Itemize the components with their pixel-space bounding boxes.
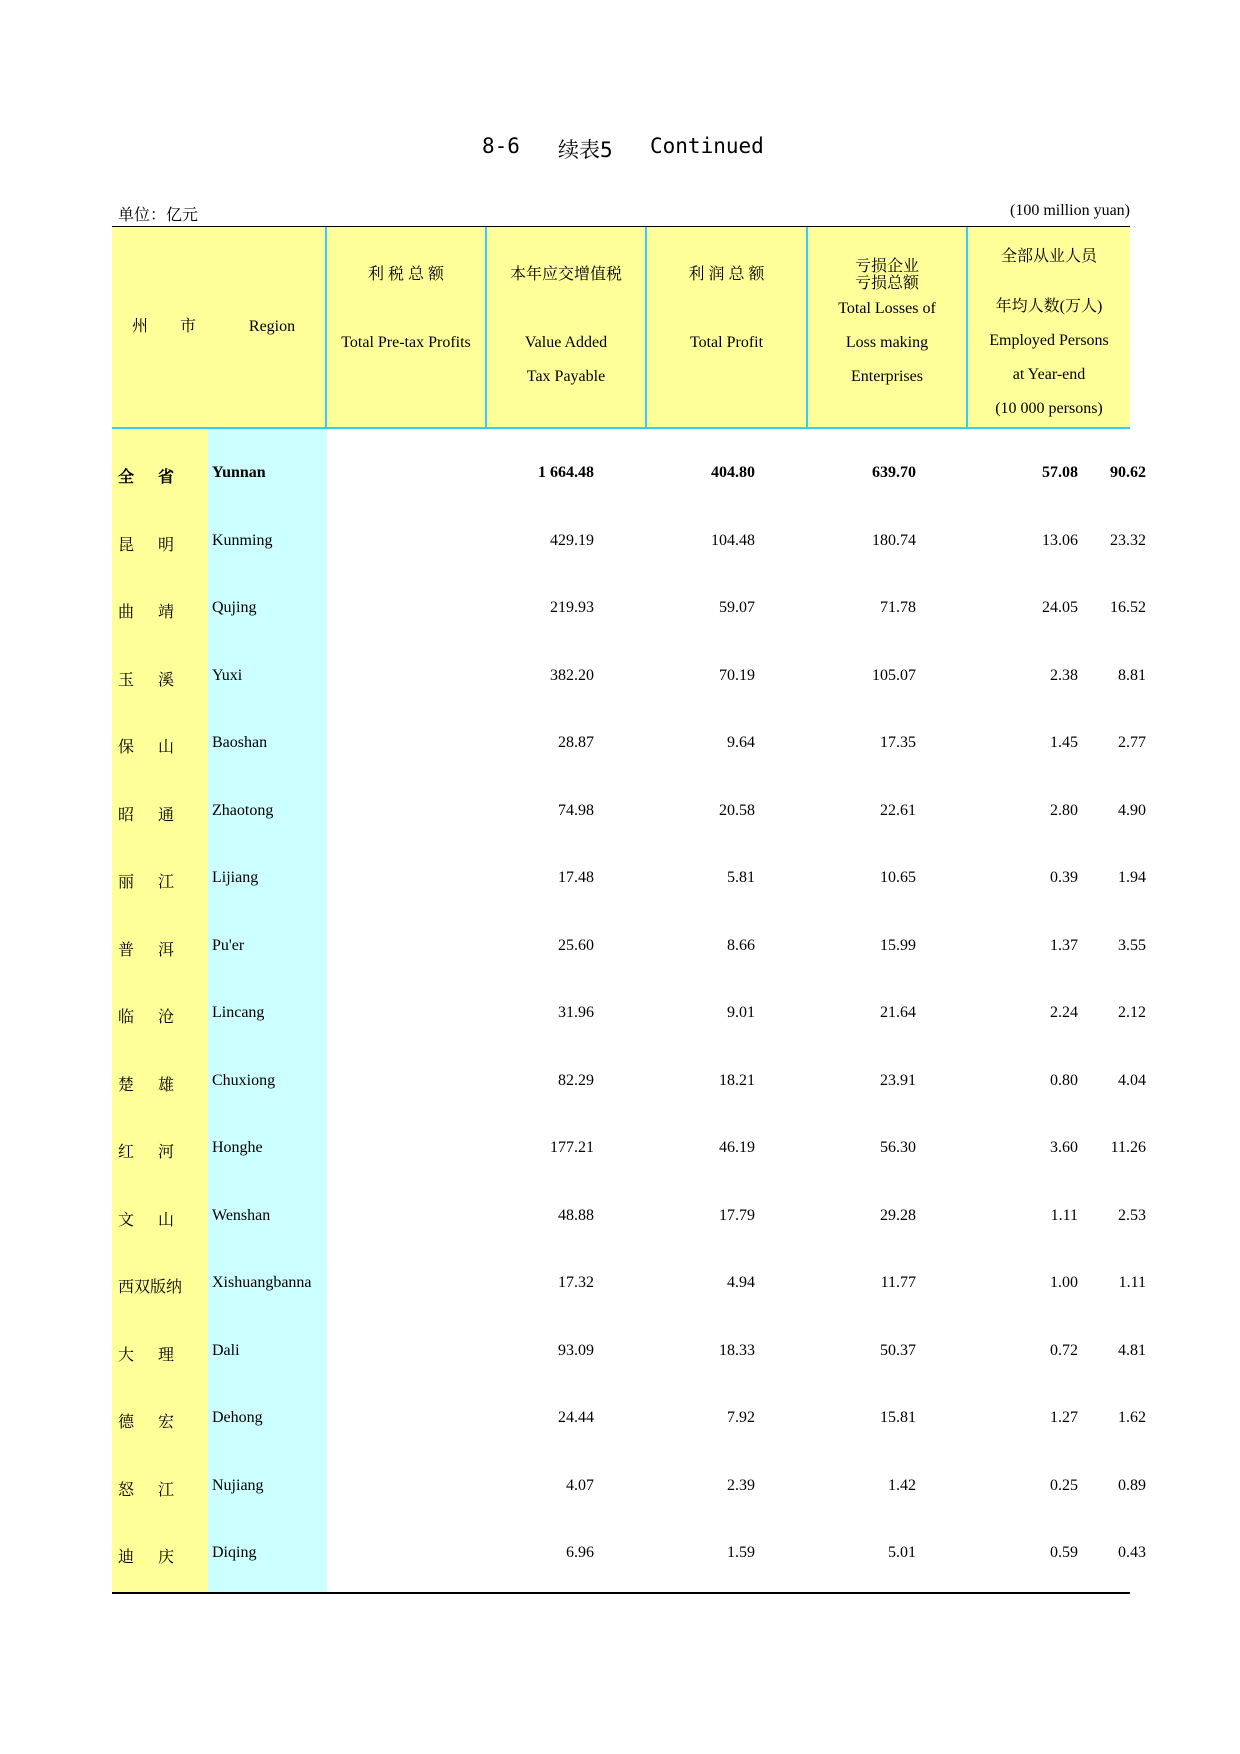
total-pretax-profits-value: 4.07 [566,1476,594,1494]
employed-persons-value: 4.04 [1118,1071,1146,1089]
region-en-name: Yunnan [212,464,266,481]
region-en-name: Qujing [212,599,257,616]
total-pretax-profits-value: 17.48 [558,869,594,886]
region-cn-char: 通 [158,806,175,824]
region-cn-char: 山 [158,1211,175,1229]
table-row [112,1115,1146,1183]
table-row [112,1250,1146,1318]
total-profit-value: 21.64 [880,1004,916,1021]
region-cn-char: 江 [158,874,175,891]
vat-payable-value: 20.58 [719,801,755,819]
total-losses-value: 2.38 [1050,666,1078,684]
region-cn-char: 理 [158,1346,175,1364]
total-losses-value: 0.80 [1050,1071,1078,1089]
region-cn-char: 溪 [158,671,175,689]
total-profit-value: 639.70 [872,464,916,481]
employed-persons-value: 2.12 [1118,1004,1146,1021]
unit-cn: 单位：亿元 [118,207,199,224]
vat-payable-value: 9.01 [727,1004,755,1021]
vat-payable-value: 18.21 [719,1071,755,1089]
region-cn-char: 迪 [118,1549,135,1566]
region-en-name: Chuxiong [212,1071,276,1089]
employed-persons-value: 90.62 [1110,464,1146,481]
total-profit-value: 71.78 [880,599,916,616]
total-losses-value: 1.11 [1050,1206,1078,1224]
total-pretax-profits-value: 219.93 [550,599,594,616]
region-en-name: Lijiang [212,869,259,886]
region-cn-char: 宏 [158,1414,175,1431]
vat-payable-value: 5.81 [727,869,755,886]
table-row [112,980,1146,1048]
employed-persons-value: 4.81 [1118,1341,1146,1359]
total-pretax-profits-value: 17.32 [558,1274,594,1291]
total-losses-value: 3.60 [1050,1139,1078,1156]
total-profit-value: 17.35 [880,734,916,751]
total-losses-value: 13.06 [1042,531,1078,549]
total-losses-value: 1.45 [1050,734,1078,751]
region-cn-char: 普 [118,941,135,959]
region-en-name: Kunming [212,531,273,549]
employed-persons-value: 11.26 [1110,1139,1146,1156]
total-pretax-profits-value: 24.44 [558,1409,594,1426]
total-losses-value: 24.05 [1042,599,1078,616]
region-cn-char: 省 [158,469,175,486]
total-losses-value: 1.00 [1050,1274,1078,1291]
region-cn-char: 怒 [118,1481,135,1499]
region-cn-char: 洱 [158,941,175,959]
total-profit-value: 15.81 [880,1409,916,1426]
table-row [112,1385,1146,1453]
total-pretax-profits-value: 382.20 [550,666,594,684]
header-total-losses: 亏损企业 亏损总额 Total Losses of Loss making Enterprises [838,258,936,385]
employed-persons-value: 1.11 [1118,1274,1146,1291]
region-cn-char: 丽 [118,874,135,891]
vat-payable-value: 8.66 [727,936,755,954]
region-en-name: Honghe [212,1139,263,1156]
region-cn-char: 雄 [158,1076,175,1094]
vat-payable-value: 9.64 [727,734,755,751]
employed-persons-value: 8.81 [1118,666,1146,684]
region-cn-char: 庆 [158,1549,175,1566]
vat-payable-value: 404.80 [711,464,755,481]
header-total-profit: 利 润 总 额 Total Profit [688,266,765,351]
total-pretax-profits-value: 82.29 [558,1071,594,1089]
vat-payable-value: 59.07 [719,599,755,616]
region-cn-char: 楚 [118,1076,135,1094]
region-cn-char: 玉 [118,671,135,689]
region-en-name: Nujiang [212,1476,264,1494]
table-row [112,575,1146,643]
employed-persons-value: 4.90 [1118,801,1146,819]
total-pretax-profits-value: 28.87 [558,734,594,751]
unit-en: (100 million yuan) [1010,202,1130,219]
total-losses-value: 1.37 [1050,936,1078,954]
vat-payable-value: 46.19 [719,1139,755,1156]
total-profit-value: 180.74 [872,531,916,549]
header-region-cn: 州 市 [132,318,197,335]
table-row [112,643,1146,711]
employed-persons-value: 0.89 [1118,1476,1146,1494]
region-cn-char: 曲 [118,604,135,621]
total-pretax-profits-value: 48.88 [558,1206,594,1224]
total-profit-value: 22.61 [880,801,916,819]
total-profit-value: 11.77 [880,1274,916,1291]
total-losses-value: 57.08 [1042,464,1078,481]
region-en-name: Diqing [212,1544,257,1561]
header-vat-payable: 本年应交增值税 Value Added Tax Payable [509,266,622,385]
region-en-name: Baoshan [212,734,268,751]
region-cn-char: 文 [118,1211,135,1229]
table-row [112,710,1146,778]
total-profit-value: 105.07 [872,666,916,684]
region-cn-char: 临 [118,1009,135,1026]
table-row [112,1520,1146,1588]
employed-persons-value: 2.53 [1118,1206,1146,1224]
total-pretax-profits-value: 1 664.48 [538,464,594,481]
total-pretax-profits-value: 25.60 [558,936,594,954]
region-cn-char: 德 [118,1414,135,1431]
total-profit-value: 1.42 [888,1476,916,1494]
region-en-name: Pu'er [212,936,245,954]
total-pretax-profits-value: 177.21 [550,1139,594,1156]
region-cn-char: 红 [118,1144,135,1161]
region-cn-char: 明 [158,536,175,554]
table-row [112,1453,1146,1521]
region-en-name: Yuxi [212,666,243,684]
table-row [112,778,1146,846]
region-en-name: Wenshan [212,1206,271,1224]
vat-payable-value: 70.19 [719,666,755,684]
title-cn: 续表5 [558,138,613,162]
vat-payable-value: 4.94 [727,1274,755,1291]
vat-payable-value: 104.48 [711,531,755,549]
employed-persons-value: 0.43 [1118,1544,1146,1561]
region-cn-char: 河 [158,1144,175,1161]
total-profit-value: 56.30 [880,1139,916,1156]
bottom-rule [112,1592,1130,1594]
title-en: Continued [650,134,764,158]
title-number: 8-6 [482,134,520,158]
region-cn-char: 昆 [118,536,135,554]
total-profit-value: 5.01 [888,1544,916,1561]
table-row [112,440,1146,508]
total-losses-value: 0.59 [1050,1544,1078,1561]
total-profit-value: 23.91 [880,1071,916,1089]
region-en-name: Zhaotong [212,801,274,819]
total-pretax-profits-value: 429.19 [550,531,594,549]
region-cn-char: 昭 [118,806,135,824]
employed-persons-value: 1.62 [1118,1409,1146,1426]
region-cn-char: 江 [158,1481,175,1499]
vat-payable-value: 17.79 [719,1206,755,1224]
table-row [112,1318,1146,1386]
total-pretax-profits-value: 93.09 [558,1341,594,1359]
total-pretax-profits-value: 31.96 [558,1004,594,1021]
total-profit-value: 29.28 [880,1206,916,1224]
employed-persons-value: 1.94 [1118,869,1146,886]
header-total-pretax-profits: 利 税 总 额 Total Pre-tax Profits [341,266,471,351]
total-profit-value: 50.37 [880,1341,916,1359]
table-row [112,1048,1146,1116]
region-en-name: Dehong [212,1409,263,1426]
total-losses-value: 2.80 [1050,801,1078,819]
total-losses-value: 0.39 [1050,869,1078,886]
region-cn-char: 保 [118,739,135,756]
table-title [0,134,1240,168]
region-cn-char: 靖 [158,604,175,621]
total-profit-value: 15.99 [880,936,916,954]
vat-payable-value: 18.33 [719,1341,755,1359]
region-cn-char: 全 [118,469,135,486]
vat-payable-value: 7.92 [727,1409,755,1426]
vat-payable-value: 2.39 [727,1476,755,1494]
region-cn-name: 西双版纳 [118,1279,183,1296]
total-pretax-profits-value: 6.96 [566,1544,594,1561]
table-row [112,913,1146,981]
region-en-name: Dali [212,1341,240,1359]
header-employed-persons: 全部从业人员 年均人数(万人) Employed Persons at Year-end (10 000 persons) [989,248,1109,417]
total-losses-value: 2.24 [1050,1004,1078,1021]
table-row [112,1183,1146,1251]
total-profit-value: 10.65 [880,869,916,886]
total-losses-value: 1.27 [1050,1409,1078,1426]
region-cn-char: 沧 [158,1009,175,1026]
header-region-en: Region [248,318,296,335]
total-losses-value: 0.72 [1050,1341,1078,1359]
region-cn-char: 山 [158,739,175,756]
region-cn-char: 大 [118,1346,135,1364]
region-en-name: Lincang [212,1004,265,1021]
employed-persons-value: 3.55 [1118,936,1146,954]
employed-persons-value: 2.77 [1118,734,1146,751]
table-row [112,508,1146,576]
employed-persons-value: 16.52 [1110,599,1146,616]
employed-persons-value: 23.32 [1110,531,1146,549]
table-row [112,845,1146,913]
region-en-name: Xishuangbanna [212,1274,312,1291]
vat-payable-value: 1.59 [727,1544,755,1561]
total-pretax-profits-value: 74.98 [558,801,594,819]
total-losses-value: 0.25 [1050,1476,1078,1494]
